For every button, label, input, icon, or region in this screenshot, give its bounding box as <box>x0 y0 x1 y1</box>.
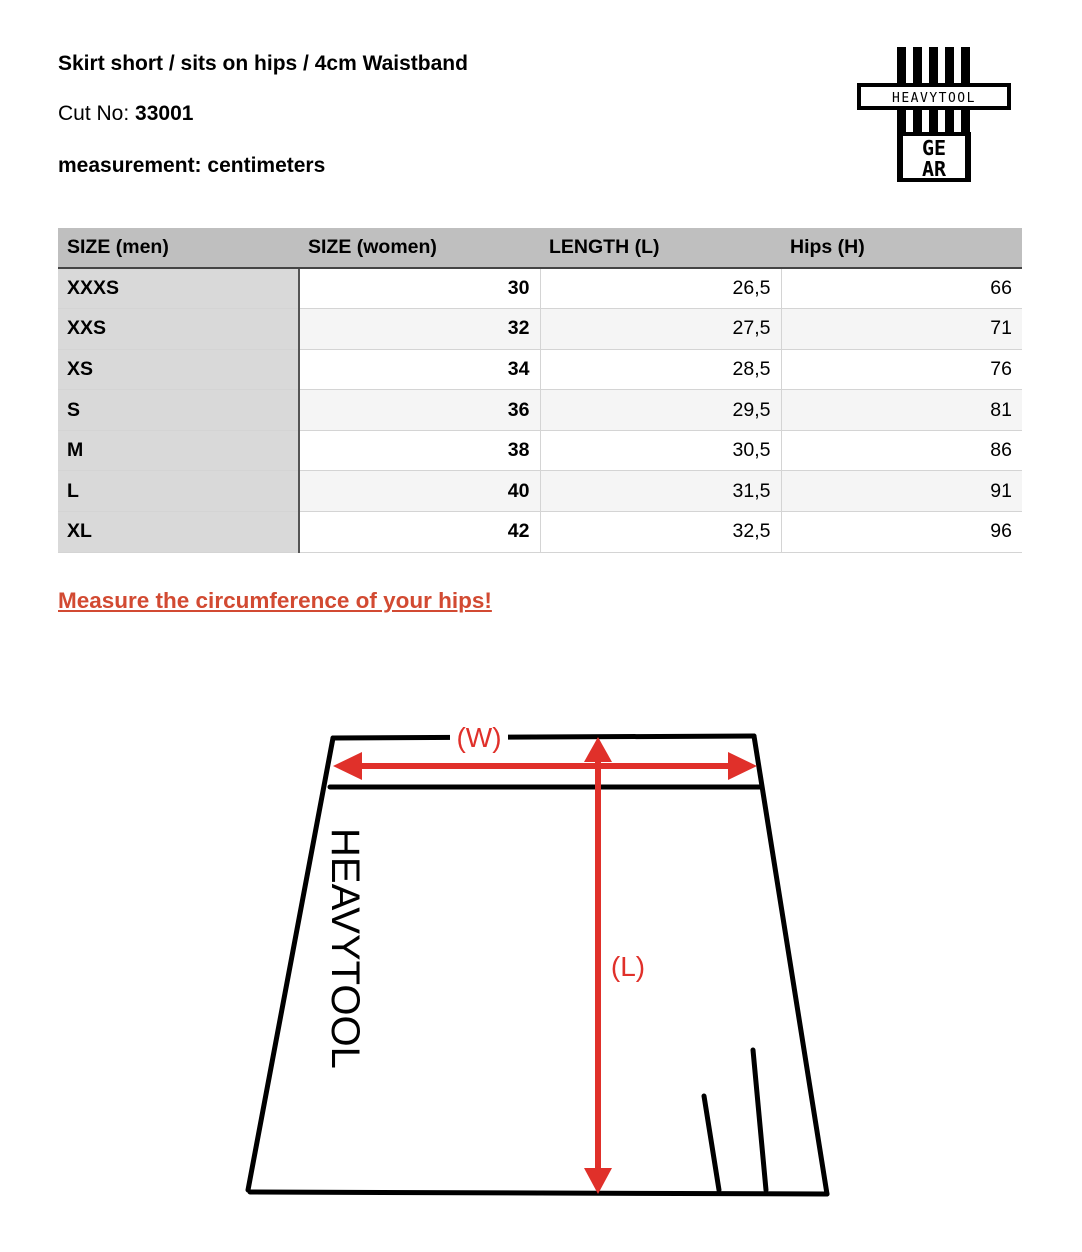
cell-hips: 76 <box>781 349 1022 390</box>
header-size-women: SIZE (women) <box>299 228 540 268</box>
cell-length: 26,5 <box>540 268 781 309</box>
cell-size-women: 36 <box>299 390 540 431</box>
cell-size-women: 40 <box>299 471 540 512</box>
cell-size-women: 30 <box>299 268 540 309</box>
skirt-measurement-diagram <box>0 700 1082 1220</box>
skirt-brand-text: HEAVYTOOL <box>323 828 367 1069</box>
table-row <box>58 471 1022 512</box>
table-row <box>58 512 1022 553</box>
length-arrow <box>584 737 612 1194</box>
logo-gear-text-top: GE <box>921 136 947 160</box>
cell-size-women: 34 <box>299 349 540 390</box>
cell-size-men: L <box>58 471 299 512</box>
table-row <box>58 309 1022 350</box>
hips-measure-note: Measure the circumference of your hips! <box>58 588 492 613</box>
cell-length: 29,5 <box>540 390 781 431</box>
cut-number <box>58 102 193 126</box>
cell-hips: 86 <box>781 430 1022 471</box>
header-hips: Hips (H) <box>781 228 1022 268</box>
cell-size-men: XL <box>58 512 299 553</box>
length-label: (L) <box>610 951 646 982</box>
cell-size-men: XXS <box>58 309 299 350</box>
heavytool-gear-logo <box>855 45 1013 183</box>
table-row <box>58 390 1022 431</box>
width-arrow <box>333 752 757 780</box>
cell-size-men: XS <box>58 349 299 390</box>
cell-hips: 96 <box>781 512 1022 553</box>
cut-number-label: Cut No: <box>58 102 136 125</box>
width-label: (W) <box>456 722 502 753</box>
header-size-men: SIZE (men) <box>58 228 299 268</box>
cut-number-value: 33001 <box>135 102 194 125</box>
cell-hips: 81 <box>781 390 1022 431</box>
cell-length: 27,5 <box>540 309 781 350</box>
cell-size-women: 42 <box>299 512 540 553</box>
cell-size-men: XXXS <box>58 268 299 309</box>
size-table <box>58 228 1022 553</box>
table-header-row <box>58 228 1022 268</box>
cell-hips: 71 <box>781 309 1022 350</box>
cell-size-women: 38 <box>299 430 540 471</box>
logo-brand-text: HEAVYTOOL <box>892 91 976 106</box>
cell-length: 30,5 <box>540 430 781 471</box>
table-row <box>58 268 1022 309</box>
cell-size-men: S <box>58 390 299 431</box>
header-length: LENGTH (L) <box>540 228 781 268</box>
cell-length: 32,5 <box>540 512 781 553</box>
cell-length: 31,5 <box>540 471 781 512</box>
cell-length: 28,5 <box>540 349 781 390</box>
measurement-unit: measurement: centimeters <box>58 154 326 177</box>
table-row <box>58 430 1022 471</box>
cell-hips: 66 <box>781 268 1022 309</box>
cell-hips: 91 <box>781 471 1022 512</box>
cell-size-men: M <box>58 430 299 471</box>
cell-size-women: 32 <box>299 309 540 350</box>
table-row <box>58 349 1022 390</box>
logo-gear-text-bottom: AR <box>921 157 947 181</box>
page-title: Skirt short / sits on hips / 4cm Waistband <box>58 52 468 75</box>
